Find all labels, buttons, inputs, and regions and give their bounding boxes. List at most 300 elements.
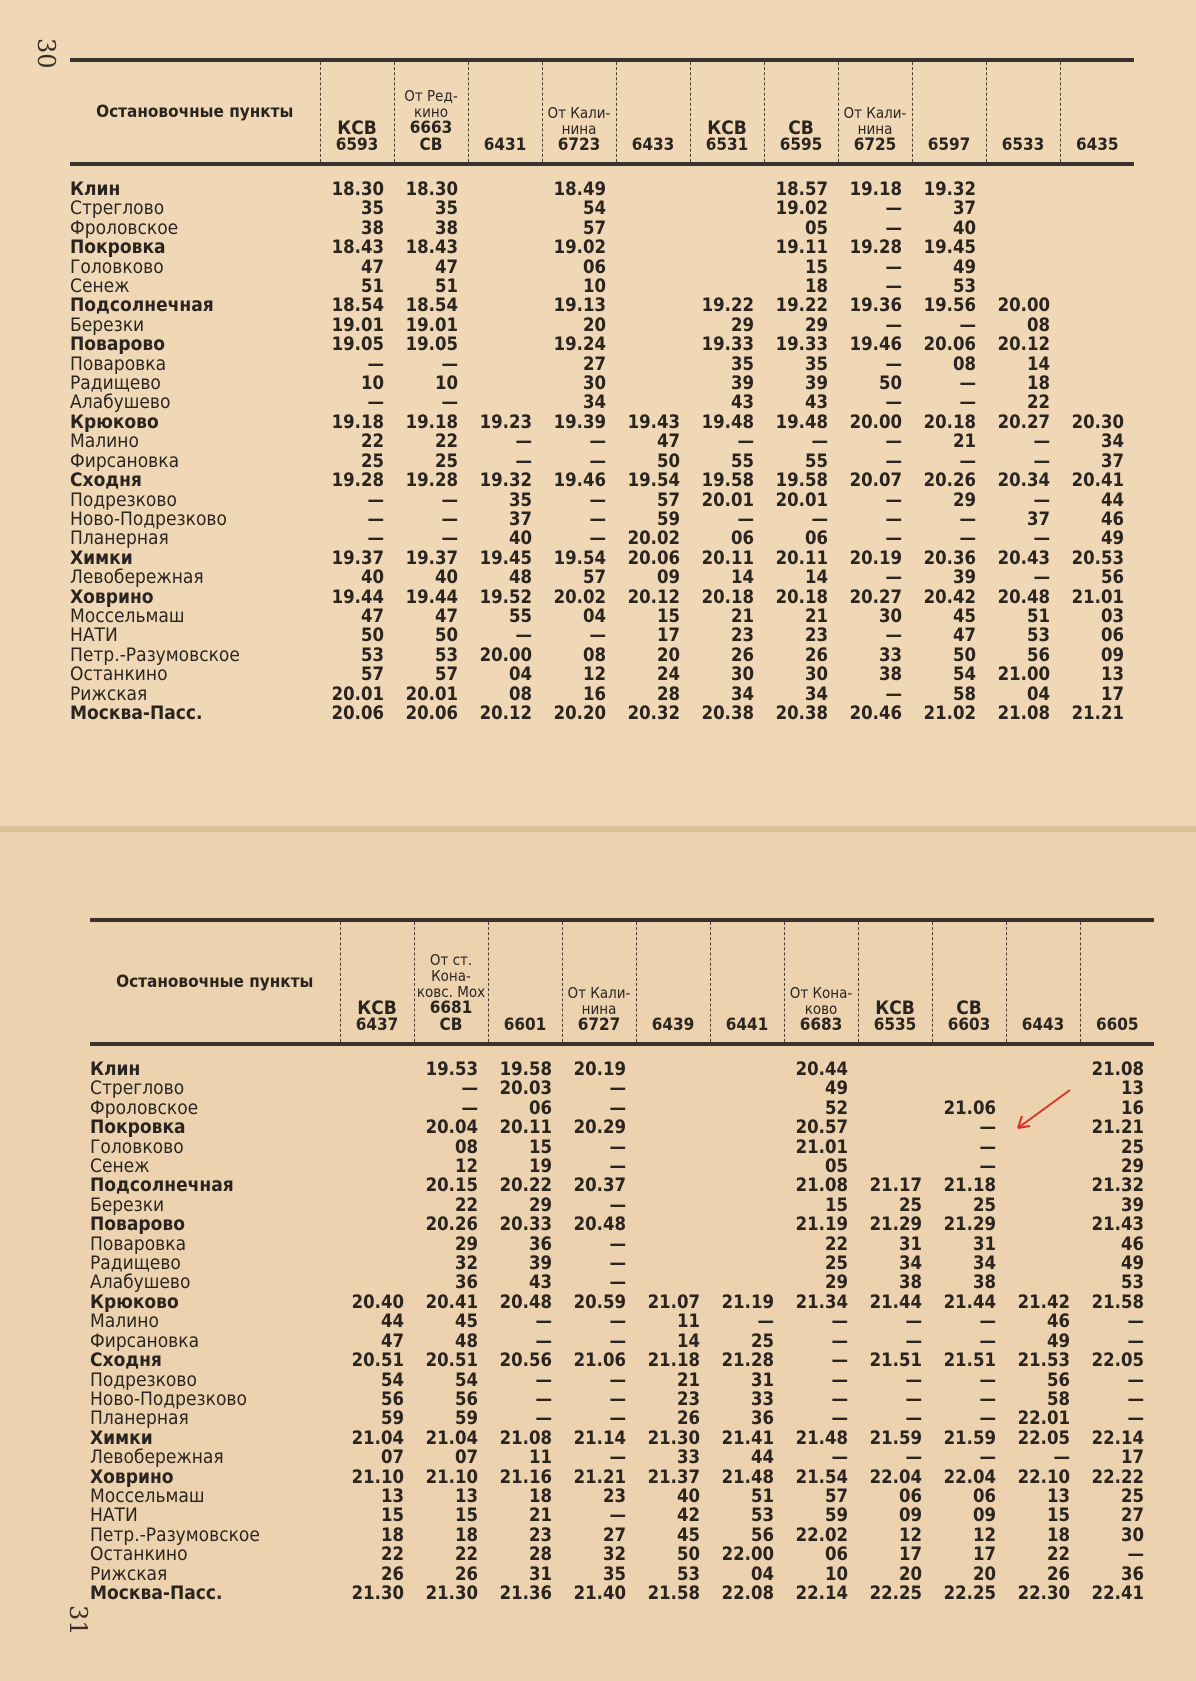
time-cell: — bbox=[885, 626, 902, 646]
table-row bbox=[70, 704, 1134, 723]
stop-column-header: Остановочные пункты bbox=[116, 971, 314, 992]
time-cell: 19.13 bbox=[553, 296, 606, 316]
time-cell: 21.06 bbox=[943, 1098, 996, 1119]
table-row bbox=[70, 432, 1134, 451]
time-cell: — bbox=[979, 1157, 996, 1177]
time-cell: — bbox=[979, 1370, 996, 1390]
time-cell: — bbox=[609, 1079, 626, 1099]
time-cell: 22.14 bbox=[1091, 1428, 1144, 1449]
time-cell: 30 bbox=[804, 665, 828, 685]
time-cell: 21.48 bbox=[795, 1428, 848, 1449]
time-cell: 19 bbox=[528, 1157, 552, 1177]
time-cell bbox=[340, 1235, 414, 1254]
stop-name: Ховрино bbox=[70, 587, 154, 607]
train-number: 6533 bbox=[1001, 135, 1045, 155]
time-cell: 20.27 bbox=[997, 412, 1050, 433]
time-cell: 20.00 bbox=[849, 412, 902, 433]
time-cell: — bbox=[831, 1370, 848, 1390]
time-cell: — bbox=[609, 1312, 626, 1332]
time-cell: 28 bbox=[528, 1545, 552, 1565]
time-cell: 20.06 bbox=[405, 703, 458, 724]
time-cell: — bbox=[589, 509, 606, 530]
time-cell: 14 bbox=[804, 568, 828, 588]
stop-name: Левобережная bbox=[70, 568, 204, 588]
time-cell bbox=[690, 258, 764, 277]
train-header bbox=[690, 60, 764, 164]
time-cell bbox=[858, 1044, 932, 1079]
time-cell: 25 bbox=[434, 451, 458, 472]
time-cell: 51 bbox=[750, 1486, 774, 1507]
time-cell: 21.58 bbox=[1091, 1292, 1144, 1313]
stop-name: Радищево bbox=[90, 1254, 181, 1274]
time-cell: 35 bbox=[804, 354, 828, 375]
time-cell: — bbox=[979, 1389, 996, 1410]
time-cell: 20.02 bbox=[627, 529, 680, 549]
time-cell: 22.08 bbox=[721, 1583, 774, 1604]
time-cell bbox=[858, 1099, 932, 1118]
time-cell: — bbox=[959, 393, 976, 413]
time-cell: 50 bbox=[360, 626, 384, 646]
time-cell: 12 bbox=[972, 1525, 996, 1546]
time-cell bbox=[710, 1079, 784, 1098]
time-cell: 19.33 bbox=[775, 335, 828, 355]
time-cell: 09 bbox=[972, 1506, 996, 1526]
time-cell: 55 bbox=[804, 451, 828, 472]
time-cell: 20.15 bbox=[425, 1176, 478, 1196]
time-cell: 20.27 bbox=[849, 587, 902, 607]
time-cell: 06 bbox=[972, 1486, 996, 1507]
timetable-top bbox=[70, 58, 1134, 723]
time-cell: 26 bbox=[1046, 1564, 1070, 1584]
time-cell: 13 bbox=[380, 1486, 404, 1507]
time-cell: 19.28 bbox=[849, 238, 902, 258]
red-arrow-icon bbox=[1012, 1088, 1072, 1136]
time-cell: — bbox=[367, 354, 384, 375]
time-cell: 34 bbox=[804, 684, 828, 704]
table-row bbox=[90, 1215, 1154, 1234]
time-cell: 57 bbox=[360, 665, 384, 685]
time-cell: 19.58 bbox=[701, 471, 754, 491]
time-cell bbox=[616, 393, 690, 412]
time-cell: 21.43 bbox=[1091, 1215, 1144, 1235]
time-cell: — bbox=[461, 1098, 478, 1119]
time-cell: 21.01 bbox=[795, 1137, 848, 1158]
time-cell: — bbox=[535, 1370, 552, 1390]
time-cell: 20.37 bbox=[573, 1176, 626, 1196]
time-cell: — bbox=[905, 1448, 922, 1468]
time-cell: 20.11 bbox=[775, 548, 828, 569]
stop-name: Клин bbox=[70, 178, 121, 200]
time-cell: 53 bbox=[434, 645, 458, 666]
time-cell bbox=[986, 199, 1060, 218]
time-cell: 21.36 bbox=[499, 1583, 552, 1604]
time-cell: 22 bbox=[1046, 1545, 1070, 1565]
time-cell: — bbox=[1033, 568, 1050, 588]
time-cell: 19.22 bbox=[701, 296, 754, 316]
time-cell: 04 bbox=[582, 606, 606, 627]
train-header bbox=[1060, 60, 1134, 164]
time-cell: 31 bbox=[528, 1564, 552, 1584]
stop-name: НАТИ bbox=[90, 1506, 138, 1526]
time-cell: 06 bbox=[804, 529, 828, 549]
time-cell: 07 bbox=[380, 1448, 404, 1468]
time-cell: 47 bbox=[434, 606, 458, 627]
time-cell: 21 bbox=[676, 1370, 700, 1390]
time-cell: 19.05 bbox=[331, 335, 384, 355]
time-cell: 19.18 bbox=[405, 412, 458, 433]
time-cell: 35 bbox=[360, 199, 384, 219]
train-origin: От Кона-ково bbox=[789, 984, 853, 1018]
table-row bbox=[90, 1312, 1154, 1331]
time-cell: 05 bbox=[824, 1157, 848, 1177]
time-cell: 53 bbox=[1026, 626, 1050, 646]
time-cell: 27 bbox=[1120, 1506, 1144, 1526]
stop-name: Стреглово bbox=[70, 199, 165, 219]
time-cell bbox=[1006, 1273, 1080, 1292]
time-cell: 51 bbox=[434, 277, 458, 297]
time-cell bbox=[710, 1118, 784, 1137]
time-cell: 50 bbox=[676, 1545, 700, 1565]
time-cell: — bbox=[831, 1331, 848, 1352]
time-cell: — bbox=[905, 1312, 922, 1332]
table-row bbox=[90, 1157, 1154, 1176]
time-cell: 38 bbox=[434, 218, 458, 239]
time-cell: 49 bbox=[1120, 1254, 1144, 1274]
table-row bbox=[90, 1545, 1154, 1564]
time-cell: — bbox=[905, 1389, 922, 1410]
time-cell bbox=[1006, 1196, 1080, 1215]
time-cell: 39 bbox=[528, 1254, 552, 1274]
train-header bbox=[636, 920, 710, 1044]
time-cell: 29 bbox=[1120, 1157, 1144, 1177]
time-cell: 20.01 bbox=[405, 684, 458, 704]
time-cell: 53 bbox=[750, 1506, 774, 1526]
time-cell: 37 bbox=[952, 199, 976, 219]
time-cell: 18 bbox=[804, 277, 828, 297]
time-cell: 21.28 bbox=[721, 1351, 774, 1371]
time-cell: — bbox=[885, 218, 902, 239]
time-cell: 19.46 bbox=[553, 471, 606, 491]
table-row bbox=[90, 1506, 1154, 1525]
time-cell: 47 bbox=[380, 1331, 404, 1352]
time-cell: — bbox=[535, 1331, 552, 1352]
train-number: 6727 bbox=[577, 1015, 621, 1035]
time-cell: — bbox=[535, 1409, 552, 1429]
time-cell: 18 bbox=[1046, 1525, 1070, 1546]
time-cell bbox=[636, 1138, 710, 1157]
stop-name: Планерная bbox=[90, 1409, 189, 1429]
time-cell: 26 bbox=[454, 1564, 478, 1584]
time-cell: 08 bbox=[952, 354, 976, 375]
time-cell: — bbox=[885, 568, 902, 588]
time-cell bbox=[710, 1254, 784, 1273]
stop-name: Поваровка bbox=[70, 354, 167, 375]
time-cell: — bbox=[441, 393, 458, 413]
time-cell: 21.29 bbox=[943, 1215, 996, 1235]
time-cell bbox=[1060, 393, 1134, 412]
stop-name: НАТИ bbox=[70, 626, 118, 646]
time-cell bbox=[986, 164, 1060, 199]
stop-name: Останкино bbox=[70, 665, 168, 685]
time-cell: — bbox=[757, 1312, 774, 1332]
table-row bbox=[70, 374, 1134, 393]
train-number: 6535 bbox=[873, 1015, 917, 1035]
time-cell bbox=[858, 1157, 932, 1176]
time-cell bbox=[468, 316, 542, 335]
time-cell: — bbox=[441, 490, 458, 510]
time-cell bbox=[636, 1099, 710, 1118]
time-cell: 19.48 bbox=[701, 412, 754, 433]
time-cell: 47 bbox=[434, 257, 458, 278]
time-cell: 06 bbox=[898, 1486, 922, 1507]
time-cell: 21.32 bbox=[1091, 1176, 1144, 1196]
time-cell: 09 bbox=[898, 1506, 922, 1526]
time-cell: 21.02 bbox=[923, 703, 976, 724]
stop-name: Подрезково bbox=[90, 1370, 197, 1390]
time-cell: — bbox=[367, 490, 384, 510]
time-cell bbox=[468, 164, 542, 199]
time-cell: 22.14 bbox=[795, 1583, 848, 1604]
time-cell: 20.12 bbox=[627, 587, 680, 607]
train-number: 6593 bbox=[335, 135, 379, 155]
time-cell: — bbox=[905, 1331, 922, 1352]
time-cell: 20.18 bbox=[923, 412, 976, 433]
stop-name: Подрезково bbox=[70, 490, 177, 510]
time-cell: 20.26 bbox=[923, 471, 976, 491]
train-number: 6441 bbox=[725, 1015, 769, 1035]
time-cell: 20.48 bbox=[499, 1292, 552, 1313]
time-cell: 58 bbox=[1046, 1389, 1070, 1410]
time-cell: 43 bbox=[528, 1273, 552, 1293]
train-origin: От Кали-нина bbox=[547, 104, 611, 138]
table-row bbox=[70, 296, 1134, 315]
stop-name: Крюково bbox=[90, 1292, 179, 1313]
time-cell: 19.32 bbox=[923, 179, 976, 200]
train-category: КСВ bbox=[707, 117, 747, 139]
time-cell: — bbox=[1127, 1409, 1144, 1429]
train-number: 6725 bbox=[853, 135, 897, 155]
time-cell: 19.44 bbox=[405, 587, 458, 607]
table-row bbox=[70, 568, 1134, 587]
train-number: 6431 bbox=[483, 135, 527, 155]
time-cell: — bbox=[811, 509, 828, 530]
time-cell bbox=[1060, 199, 1134, 218]
time-cell bbox=[710, 1215, 784, 1234]
table-row bbox=[90, 1429, 1154, 1448]
time-cell: 17 bbox=[972, 1545, 996, 1565]
time-cell bbox=[340, 1215, 414, 1234]
time-cell: 20.11 bbox=[701, 548, 754, 569]
time-cell: 22 bbox=[824, 1234, 848, 1255]
time-cell: 33 bbox=[676, 1448, 700, 1468]
time-cell: 21.18 bbox=[943, 1176, 996, 1196]
time-cell: 20.01 bbox=[701, 490, 754, 510]
time-cell: 22 bbox=[360, 432, 384, 452]
time-cell bbox=[690, 238, 764, 257]
time-cell: 17 bbox=[656, 626, 680, 646]
time-cell bbox=[340, 1099, 414, 1118]
stop-name: Ново-Подрезково bbox=[90, 1389, 247, 1410]
time-cell: 40 bbox=[952, 218, 976, 239]
time-cell: 27 bbox=[602, 1525, 626, 1546]
time-cell: 49 bbox=[1046, 1331, 1070, 1352]
time-cell: — bbox=[609, 1331, 626, 1352]
time-cell: 50 bbox=[878, 374, 902, 394]
table-row bbox=[90, 1448, 1154, 1467]
time-cell bbox=[1006, 1215, 1080, 1234]
train-suffix: СВ bbox=[419, 135, 443, 155]
stop-name: Радищево bbox=[70, 374, 161, 394]
time-cell: 48 bbox=[454, 1331, 478, 1352]
time-cell bbox=[986, 277, 1060, 296]
stop-name: Москва-Пасс. bbox=[70, 703, 203, 724]
time-cell: 18.57 bbox=[775, 179, 828, 200]
time-cell: 19.28 bbox=[405, 471, 458, 491]
stop-name: Поварово bbox=[70, 335, 165, 355]
time-cell: 22.02 bbox=[795, 1525, 848, 1546]
time-cell bbox=[710, 1273, 784, 1292]
time-cell: 20.48 bbox=[997, 587, 1050, 607]
time-cell: 36 bbox=[528, 1234, 552, 1255]
table-row bbox=[70, 199, 1134, 218]
time-cell: 15 bbox=[824, 1195, 848, 1216]
time-cell: 20.12 bbox=[997, 335, 1050, 355]
time-cell: 22.04 bbox=[943, 1467, 996, 1487]
time-cell: 47 bbox=[360, 257, 384, 278]
stop-column-header: Остановочные пункты bbox=[96, 101, 294, 122]
time-cell: 20.57 bbox=[795, 1118, 848, 1138]
time-cell: 21.00 bbox=[997, 665, 1050, 685]
stop-name: Покровка bbox=[90, 1118, 186, 1138]
time-cell: — bbox=[589, 490, 606, 510]
time-cell: 46 bbox=[1120, 1234, 1144, 1255]
time-cell: 20.30 bbox=[1071, 412, 1124, 433]
time-cell bbox=[636, 1157, 710, 1176]
time-cell: 34 bbox=[972, 1254, 996, 1274]
time-cell: 20.34 bbox=[997, 471, 1050, 491]
train-category: КСВ bbox=[337, 117, 377, 139]
time-cell: 56 bbox=[454, 1389, 478, 1410]
time-cell: — bbox=[609, 1254, 626, 1274]
time-cell: 38 bbox=[898, 1273, 922, 1293]
time-cell: — bbox=[1033, 529, 1050, 549]
time-cell: 20.41 bbox=[425, 1292, 478, 1313]
table-row bbox=[90, 1118, 1154, 1137]
train-category: СВ bbox=[788, 117, 814, 139]
train-header bbox=[932, 920, 1006, 1044]
time-cell bbox=[1060, 374, 1134, 393]
time-cell: 21 bbox=[730, 606, 754, 627]
table-row bbox=[70, 335, 1134, 354]
stop-name: Петр.-Разумовское bbox=[70, 645, 240, 666]
time-cell: 45 bbox=[676, 1525, 700, 1546]
time-cell: 19.46 bbox=[849, 335, 902, 355]
time-cell bbox=[340, 1176, 414, 1195]
time-cell: 20.01 bbox=[775, 490, 828, 510]
time-cell: 26 bbox=[676, 1409, 700, 1429]
time-cell: 20.48 bbox=[573, 1215, 626, 1235]
time-cell: 15 bbox=[656, 606, 680, 627]
time-cell: 46 bbox=[1100, 509, 1124, 530]
time-cell: 19.05 bbox=[405, 335, 458, 355]
time-cell: 35 bbox=[602, 1564, 626, 1584]
time-cell: 55 bbox=[508, 606, 532, 627]
time-cell: — bbox=[441, 354, 458, 375]
time-cell: — bbox=[885, 684, 902, 704]
time-cell: 19.45 bbox=[923, 238, 976, 258]
time-cell: — bbox=[979, 1137, 996, 1158]
stop-name: Моссельмаш bbox=[90, 1486, 205, 1507]
time-cell: 20.19 bbox=[849, 548, 902, 569]
time-cell bbox=[932, 1079, 1006, 1098]
time-cell bbox=[468, 335, 542, 354]
time-cell bbox=[1006, 1235, 1080, 1254]
time-cell: — bbox=[1127, 1389, 1144, 1410]
time-cell bbox=[340, 1138, 414, 1157]
time-cell: 21.10 bbox=[425, 1467, 478, 1487]
time-cell: 13 bbox=[1046, 1486, 1070, 1507]
time-cell: 18.54 bbox=[331, 296, 384, 316]
time-cell: 22.30 bbox=[1017, 1583, 1070, 1604]
time-cell: 15 bbox=[804, 257, 828, 278]
time-cell: — bbox=[905, 1370, 922, 1390]
time-cell bbox=[710, 1176, 784, 1195]
time-cell: 20 bbox=[582, 315, 606, 336]
time-cell bbox=[636, 1044, 710, 1079]
train-header bbox=[838, 60, 912, 164]
train-header bbox=[340, 920, 414, 1044]
time-cell: — bbox=[885, 509, 902, 530]
time-cell: — bbox=[959, 315, 976, 336]
train-number: 6601 bbox=[503, 1015, 547, 1035]
time-cell: — bbox=[609, 1098, 626, 1119]
stop-name: Покровка bbox=[70, 238, 166, 258]
time-cell: 15 bbox=[454, 1506, 478, 1526]
time-cell: 30 bbox=[1120, 1525, 1144, 1546]
table-row bbox=[90, 1293, 1154, 1312]
table-row bbox=[70, 646, 1134, 665]
time-cell: 21.18 bbox=[647, 1351, 700, 1371]
stop-name: Березки bbox=[70, 315, 145, 336]
stop-name: Алабушево bbox=[70, 393, 171, 413]
train-number: 6663 bbox=[409, 118, 453, 138]
time-cell: 14 bbox=[676, 1331, 700, 1352]
time-cell: 39 bbox=[804, 374, 828, 394]
time-cell: 22.10 bbox=[1017, 1467, 1070, 1487]
stop-name: Крюково bbox=[70, 412, 159, 433]
table-row bbox=[70, 164, 1134, 199]
time-cell: 20.20 bbox=[553, 703, 606, 724]
train-header bbox=[784, 920, 858, 1044]
time-cell: 32 bbox=[454, 1254, 478, 1274]
train-number: 6437 bbox=[355, 1015, 399, 1035]
train-header bbox=[912, 60, 986, 164]
time-cell: 47 bbox=[360, 606, 384, 627]
time-cell: 25 bbox=[972, 1195, 996, 1216]
time-cell: 20.18 bbox=[701, 587, 754, 607]
time-cell: 10 bbox=[824, 1564, 848, 1584]
time-cell: 57 bbox=[656, 490, 680, 510]
time-cell bbox=[1060, 219, 1134, 238]
stop-name: Ховрино bbox=[90, 1467, 174, 1487]
time-cell bbox=[932, 1044, 1006, 1079]
time-cell: 21.04 bbox=[425, 1428, 478, 1449]
table-row bbox=[70, 529, 1134, 548]
stop-name: Малино bbox=[90, 1312, 159, 1332]
time-cell: 45 bbox=[952, 606, 976, 627]
stop-name: Сенеж bbox=[70, 277, 130, 297]
time-cell: — bbox=[609, 1370, 626, 1390]
